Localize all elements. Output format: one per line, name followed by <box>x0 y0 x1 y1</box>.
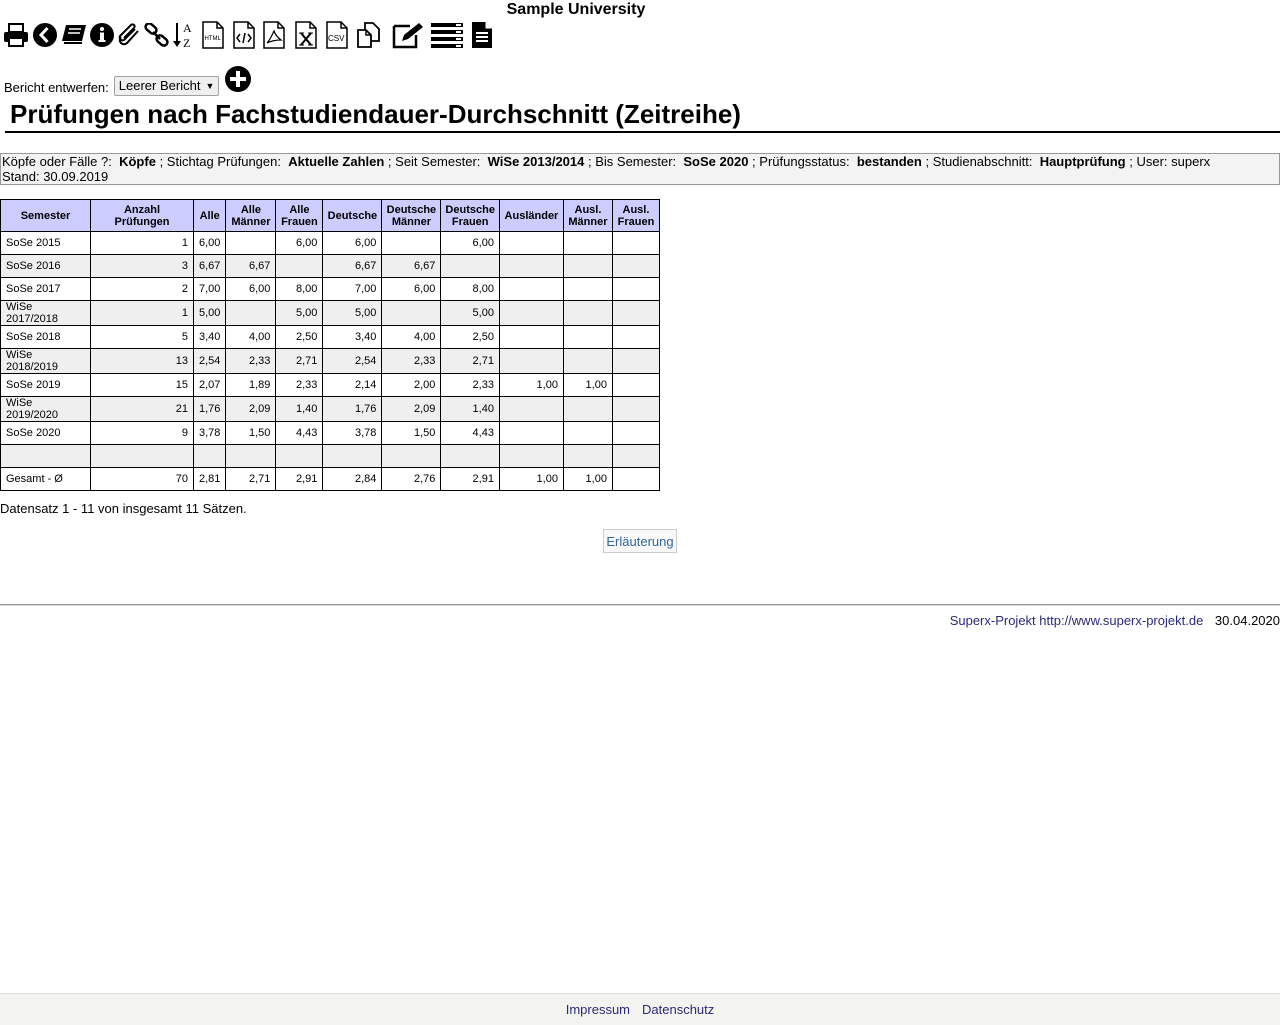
value-cell: 6,00 <box>194 232 226 255</box>
report-designer <box>4 64 251 96</box>
semester-cell: WiSe 2018/2019 <box>1 349 91 374</box>
value-cell: 4,00 <box>226 326 276 349</box>
explanation-button[interactable]: Erläuterung <box>603 529 677 553</box>
value-cell <box>563 349 612 374</box>
value-cell: 2,33 <box>441 374 500 397</box>
table-header-row <box>1 200 660 232</box>
back-icon[interactable] <box>32 20 58 50</box>
value-cell <box>499 278 563 301</box>
university-name: Sample University <box>506 1 646 18</box>
svg-text:A: A <box>183 21 192 35</box>
value-cell: 1 <box>91 301 194 326</box>
value-cell <box>499 422 563 445</box>
value-cell <box>563 422 612 445</box>
value-cell: 5,00 <box>276 301 323 326</box>
param-label: ; Studienabschnitt: <box>925 154 1033 169</box>
value-cell: 1 <box>91 232 194 255</box>
report-parameters <box>0 153 1280 185</box>
svg-text:CSV: CSV <box>328 34 345 43</box>
value-cell <box>441 255 500 278</box>
semester-cell: WiSe 2017/2018 <box>1 301 91 326</box>
value-cell <box>91 445 194 468</box>
param-value: WiSe 2013/2014 <box>487 154 585 169</box>
value-cell <box>563 301 612 326</box>
value-cell: 5 <box>91 326 194 349</box>
value-cell <box>612 278 659 301</box>
value-cell: 2,33 <box>382 349 441 374</box>
value-cell: 2,50 <box>276 326 323 349</box>
table-row <box>1 255 660 278</box>
value-cell: 4,00 <box>382 326 441 349</box>
value-cell: 1,76 <box>194 397 226 422</box>
value-cell: 1,89 <box>226 374 276 397</box>
value-cell: 15 <box>91 374 194 397</box>
table-row <box>1 349 660 374</box>
semester-cell: SoSe 2016 <box>1 255 91 278</box>
value-cell <box>612 445 659 468</box>
value-cell: 2,91 <box>276 468 323 491</box>
column-header[interactable]: Ausl. Frauen <box>612 200 659 232</box>
column-header[interactable]: Alle Frauen <box>276 200 323 232</box>
sort-az-icon[interactable] <box>171 20 197 50</box>
value-cell: 8,00 <box>441 278 500 301</box>
value-cell: 13 <box>91 349 194 374</box>
copy-icon[interactable] <box>355 20 383 50</box>
value-cell <box>612 349 659 374</box>
value-cell: 6,67 <box>382 255 441 278</box>
pdf-export-icon[interactable] <box>261 20 287 50</box>
value-cell <box>226 232 276 255</box>
value-cell <box>276 255 323 278</box>
value-cell <box>563 278 612 301</box>
param-label: Köpfe oder Fälle ?: <box>2 154 112 169</box>
value-cell <box>612 255 659 278</box>
param-value: Aktuelle Zahlen <box>288 154 385 169</box>
table-row <box>1 422 660 445</box>
value-cell <box>563 445 612 468</box>
value-cell: 6,00 <box>226 278 276 301</box>
html-export-icon[interactable] <box>200 20 226 50</box>
value-cell <box>612 468 659 491</box>
value-cell: 3 <box>91 255 194 278</box>
value-cell: 2,14 <box>323 374 382 397</box>
param-label: ; Bis Semester: <box>588 154 677 169</box>
paperclip-icon[interactable] <box>116 20 142 50</box>
edit-icon[interactable] <box>392 20 426 50</box>
value-cell: 2,54 <box>323 349 382 374</box>
value-cell: 9 <box>91 422 194 445</box>
value-cell: 1,50 <box>382 422 441 445</box>
value-cell <box>323 445 382 468</box>
value-cell <box>382 232 441 255</box>
value-cell <box>276 445 323 468</box>
value-cell: 6,67 <box>194 255 226 278</box>
param-label: ; Stichtag Prüfungen: <box>159 154 281 169</box>
value-cell: 2,84 <box>323 468 382 491</box>
param-value: SoSe 2020 <box>683 154 749 169</box>
books-icon[interactable] <box>60 20 88 50</box>
semester-cell: SoSe 2020 <box>1 422 91 445</box>
impressum-link[interactable]: Impressum <box>565 1002 631 1017</box>
value-cell: 21 <box>91 397 194 422</box>
column-header[interactable]: Ausländer <box>499 200 563 232</box>
semester-cell: Gesamt - Ø <box>1 468 91 491</box>
plus-circle-icon <box>225 66 251 92</box>
value-cell <box>612 374 659 397</box>
value-cell: 2,09 <box>382 397 441 422</box>
value-cell: 6,67 <box>323 255 382 278</box>
table-row <box>1 278 660 301</box>
table-row <box>1 232 660 255</box>
value-cell <box>612 326 659 349</box>
info-icon[interactable] <box>89 20 115 50</box>
xml-export-icon[interactable] <box>231 20 257 50</box>
value-cell: 2,33 <box>276 374 323 397</box>
semester-cell: WiSe 2019/2020 <box>1 397 91 422</box>
table-row <box>1 301 660 326</box>
value-cell: 2,71 <box>441 349 500 374</box>
semester-cell <box>1 445 91 468</box>
value-cell <box>499 232 563 255</box>
semester-cell: SoSe 2018 <box>1 326 91 349</box>
value-cell <box>499 349 563 374</box>
add-report-button[interactable] <box>225 66 251 95</box>
value-cell: 2,54 <box>194 349 226 374</box>
value-cell: 2 <box>91 278 194 301</box>
column-header[interactable]: Deutsche Frauen <box>441 200 500 232</box>
value-cell: 7,00 <box>323 278 382 301</box>
table-row <box>1 445 660 468</box>
value-cell: 1,76 <box>323 397 382 422</box>
excel-export-icon[interactable] <box>293 20 319 50</box>
value-cell <box>563 255 612 278</box>
value-cell: 3,78 <box>194 422 226 445</box>
report-select-value: Leerer Bericht <box>118 78 201 93</box>
value-cell <box>194 445 226 468</box>
table-row <box>1 374 660 397</box>
list-icon[interactable] <box>430 20 464 50</box>
column-header[interactable]: Alle Männer <box>226 200 276 232</box>
value-cell <box>563 397 612 422</box>
record-count: Datensatz 1 - 11 von insgesamt 11 Sätzen. <box>0 501 247 516</box>
datenschutz-link[interactable]: Datenschutz <box>642 1002 715 1017</box>
column-header[interactable]: Deutsche <box>323 200 382 232</box>
value-cell: 1,00 <box>563 374 612 397</box>
column-header[interactable]: Alle <box>194 200 226 232</box>
value-cell <box>612 301 659 326</box>
param-user: ; User: superx <box>1129 154 1211 169</box>
value-cell <box>499 301 563 326</box>
value-cell <box>563 326 612 349</box>
value-cell: 6,67 <box>226 255 276 278</box>
value-cell <box>441 445 500 468</box>
value-cell: 1,00 <box>499 374 563 397</box>
value-cell <box>226 445 276 468</box>
param-label: ; Seit Semester: <box>387 154 481 169</box>
value-cell: 2,76 <box>382 468 441 491</box>
value-cell: 1,40 <box>441 397 500 422</box>
table-row <box>1 468 660 491</box>
value-cell: 2,09 <box>226 397 276 422</box>
value-cell <box>382 445 441 468</box>
column-header[interactable]: Anzahl Prüfungen <box>91 200 194 232</box>
value-cell <box>612 232 659 255</box>
value-cell: 3,78 <box>323 422 382 445</box>
value-cell: 4,43 <box>276 422 323 445</box>
column-header[interactable]: Deutsche Männer <box>382 200 441 232</box>
csv-export-icon[interactable] <box>324 20 350 50</box>
value-cell: 6,00 <box>276 232 323 255</box>
semester-cell: SoSe 2015 <box>1 232 91 255</box>
param-label: ; Prüfungsstatus: <box>752 154 850 169</box>
param-value: Köpfe <box>119 154 156 169</box>
print-icon[interactable] <box>2 20 30 50</box>
data-as-of-date: Stand: 30.09.2019 <box>2 169 109 184</box>
value-cell: 2,50 <box>441 326 500 349</box>
value-cell <box>612 422 659 445</box>
value-cell: 5,00 <box>441 301 500 326</box>
svg-text:HTML: HTML <box>204 36 221 42</box>
value-cell: 2,00 <box>382 374 441 397</box>
value-cell: 4,43 <box>441 422 500 445</box>
divider <box>0 604 1280 606</box>
value-cell: 2,71 <box>276 349 323 374</box>
value-cell <box>612 397 659 422</box>
value-cell: 3,40 <box>194 326 226 349</box>
footer-info <box>950 613 1280 628</box>
value-cell: 2,71 <box>226 468 276 491</box>
link-icon[interactable] <box>143 20 171 50</box>
param-value: bestanden <box>856 154 922 169</box>
report-select[interactable] <box>114 76 220 96</box>
bottom-bar <box>0 993 1280 1025</box>
value-cell: 8,00 <box>276 278 323 301</box>
value-cell <box>499 326 563 349</box>
value-cell: 7,00 <box>194 278 226 301</box>
value-cell <box>499 445 563 468</box>
value-cell: 1,00 <box>563 468 612 491</box>
value-cell <box>499 397 563 422</box>
footer-date: 30.04.2020 <box>1214 613 1280 628</box>
page-title: Prüfungen nach Fachstudiendauer-Durchschnitt (Zeitreihe) <box>5 97 1280 133</box>
value-cell <box>226 301 276 326</box>
value-cell: 1,50 <box>226 422 276 445</box>
value-cell: 6,00 <box>323 232 382 255</box>
chevron-down-icon: ▼ <box>205 81 215 91</box>
column-header[interactable]: Semester <box>1 200 91 232</box>
table-row <box>1 326 660 349</box>
value-cell: 1,00 <box>499 468 563 491</box>
table-row <box>1 397 660 422</box>
value-cell: 2,81 <box>194 468 226 491</box>
value-cell: 6,00 <box>382 278 441 301</box>
semester-cell: SoSe 2019 <box>1 374 91 397</box>
value-cell: 1,40 <box>276 397 323 422</box>
value-cell: 6,00 <box>441 232 500 255</box>
value-cell: 2,91 <box>441 468 500 491</box>
value-cell: 2,33 <box>226 349 276 374</box>
value-cell: 70 <box>91 468 194 491</box>
value-cell: 2,07 <box>194 374 226 397</box>
value-cell: 5,00 <box>323 301 382 326</box>
value-cell <box>499 255 563 278</box>
value-cell: 5,00 <box>194 301 226 326</box>
value-cell <box>563 232 612 255</box>
report-label: Bericht entwerfen: <box>4 79 109 95</box>
superx-project-link[interactable]: Superx-Projekt http://www.superx-projekt.de <box>949 613 1204 628</box>
value-cell: 3,40 <box>323 326 382 349</box>
svg-text:Z: Z <box>183 36 191 49</box>
param-value: Hauptprüfung <box>1039 154 1126 169</box>
semester-cell: SoSe 2017 <box>1 278 91 301</box>
document-icon[interactable] <box>469 20 495 50</box>
results-table <box>0 199 660 491</box>
value-cell <box>382 301 441 326</box>
column-header[interactable]: Ausl. Männer <box>563 200 612 232</box>
